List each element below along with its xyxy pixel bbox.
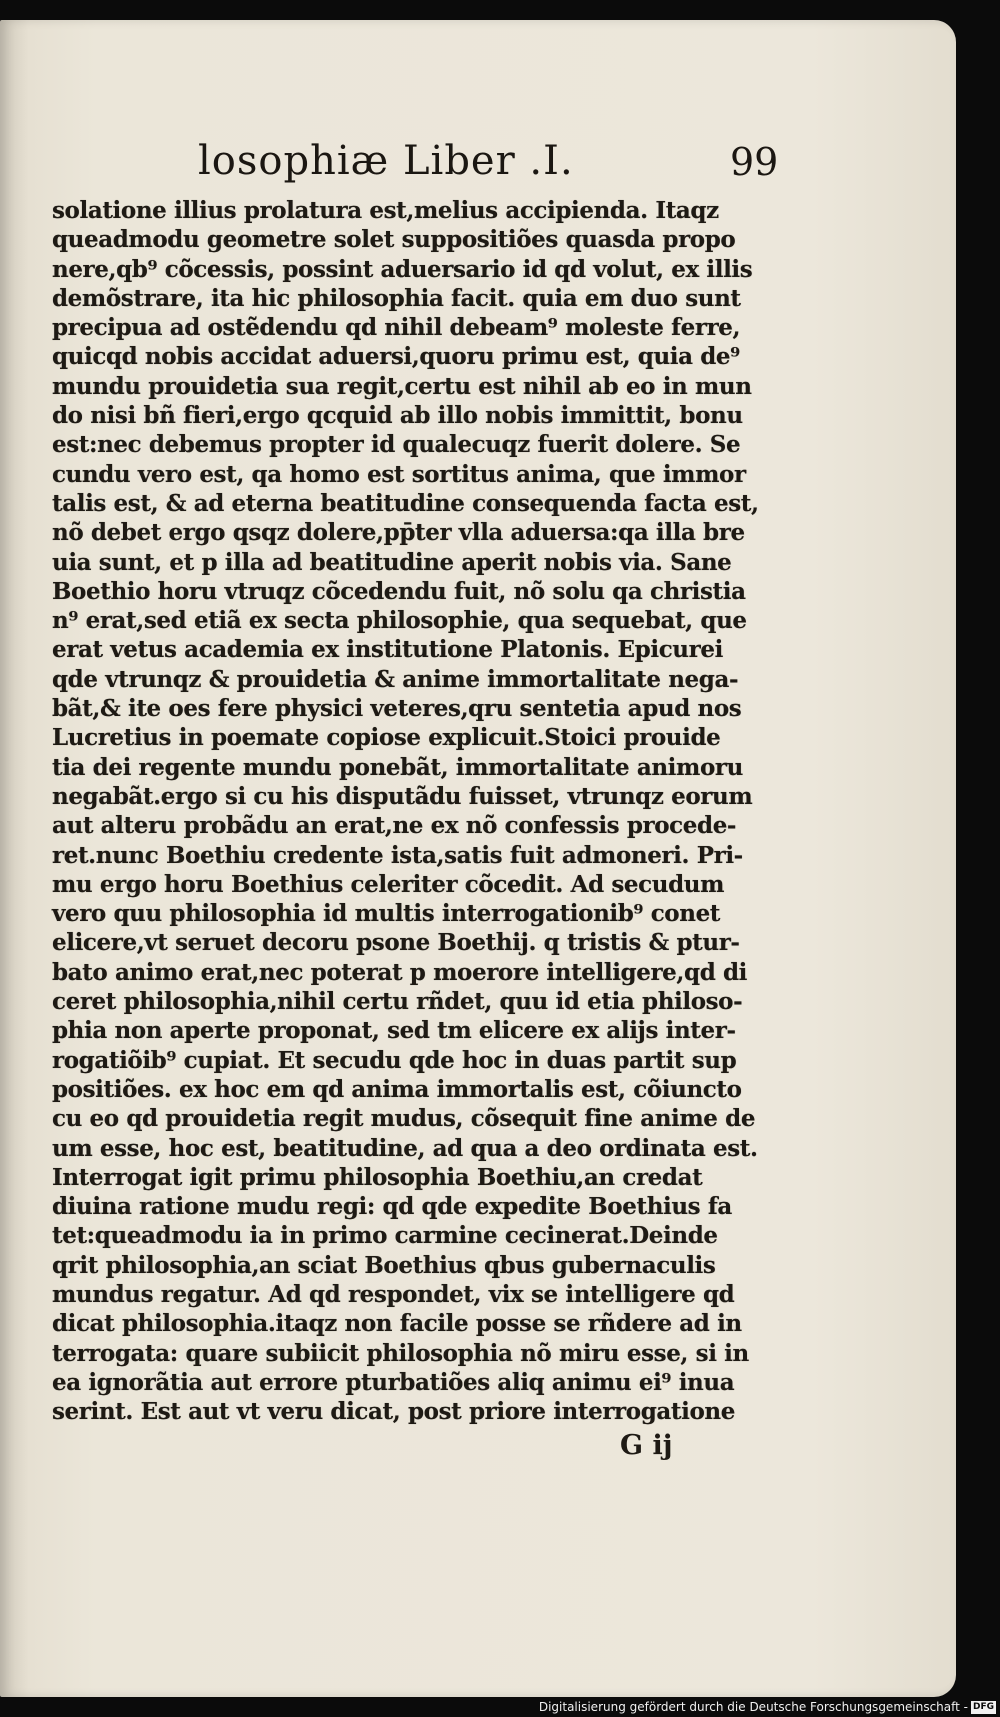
text-line: n⁹ erat,sed etiã ex secta philosophie, qua sequebat, que bbox=[52, 607, 747, 635]
text-line: negabãt.ergo si cu his disputãdu fuisset, vtrunqz eorum bbox=[52, 782, 753, 810]
text-line: talis est, & ad eterna beatitudine consequenda facta est, bbox=[52, 489, 759, 517]
text-line: ceret philosophia,nihil certu rñdet, quu id etia philoso- bbox=[52, 988, 743, 1016]
footer-bar bbox=[0, 1697, 1000, 1717]
text-line: qde vtrunqz & prouidetia & anime immortalitate nega- bbox=[52, 665, 739, 693]
text-line: queadmodu geometre solet suppositiões quasda propo bbox=[52, 226, 736, 254]
text-line: demõstrare, ita hic philosophia facit. quia em duo sunt bbox=[52, 284, 741, 312]
page-number: 99 bbox=[730, 140, 779, 184]
text-line: mundu prouidetia sua regit,certu est nihil ab eo in mun bbox=[52, 372, 752, 400]
text-line: tet:queadmodu ia in primo carmine cecinerat.Deinde bbox=[52, 1222, 718, 1250]
text-line: positiões. ex hoc em qd anima immortalis est, cõiuncto bbox=[52, 1075, 742, 1103]
text-line: mu ergo horu Boethius celeriter cõcedit. Ad secudum bbox=[52, 870, 725, 898]
text-line: quicqd nobis accidat aduersi,quoru primu est, quia de⁹ bbox=[52, 343, 740, 371]
text-line: diuina ratione mudu regi: qd qde expedite Boethius fa bbox=[52, 1193, 732, 1221]
text-line: qrit philosophia,an sciat Boethius qbus gubernaculis bbox=[52, 1251, 716, 1279]
text-line: phia non aperte proponat, sed tm elicere ex alijs inter- bbox=[52, 1017, 736, 1045]
page-header bbox=[0, 138, 956, 194]
text-line: uia sunt, et p illa ad beatitudine aperit nobis via. Sane bbox=[52, 548, 732, 576]
text-line: rogatiõib⁹ cupiat. Et secudu qde hoc in duas partit sup bbox=[52, 1046, 737, 1074]
text-line: ret.nunc Boethiu credente ista,satis fuit admoneri. Pri- bbox=[52, 841, 743, 869]
text-line: solatione illius prolatura est,melius accipienda. Itaqz bbox=[52, 197, 719, 224]
text-line: nere,qb⁹ cõcessis, possint aduersario id qd volut, ex illis bbox=[52, 255, 753, 283]
signature-mark: G ij bbox=[620, 1430, 673, 1461]
text-line: Lucretius in poemate copiose explicuit.Stoici prouide bbox=[52, 724, 721, 752]
dfg-logo: DFG bbox=[972, 1702, 994, 1712]
text-line: bãt,& ite oes fere physici veteres,qru sentetia apud nos bbox=[52, 695, 742, 723]
body-text bbox=[52, 196, 772, 1426]
text-line: mundus regatur. Ad qd respondet, vix se intelligere qd bbox=[52, 1280, 735, 1308]
text-line: serint. Est aut vt veru dicat, post priore interrogatione bbox=[52, 1398, 735, 1426]
text-line: ea ignorãtia aut errore pturbatiões aliq animu ei⁹ inua bbox=[52, 1368, 735, 1396]
text-line: vero quu philosophia id multis interrogationib⁹ conet bbox=[52, 900, 721, 928]
digitization-credit: Digitalisierung gefördert durch die Deutsche Forschungsgemeinschaft - bbox=[538, 1700, 968, 1714]
text-line: precipua ad ostẽdendu qd nihil debeam⁹ moleste ferre, bbox=[52, 314, 741, 342]
text-line: do nisi bñ fieri,ergo qcquid ab illo nobis immittit, bonu bbox=[52, 402, 743, 430]
text-line: um esse, hoc est, beatitudine, ad qua a deo ordinata est. bbox=[52, 1134, 758, 1162]
book-page bbox=[0, 20, 956, 1697]
text-line: cu eo qd prouidetia regit mudus, cõsequit fine anime de bbox=[52, 1105, 756, 1133]
text-line: nõ debet ergo qsqz dolere,pp̄ter vlla aduersa:qa illa bre bbox=[52, 519, 745, 547]
text-line: Interrogat igit primu philosophia Boethiu,an credat bbox=[52, 1163, 703, 1191]
text-line: dicat philosophia.itaqz non facile posse se rñdere ad in bbox=[52, 1310, 742, 1338]
text-line: cundu vero est, qa homo est sortitus anima, que immor bbox=[52, 460, 746, 488]
text-line: est:nec debemus propter id qualecuqz fuerit dolere. Se bbox=[52, 431, 741, 459]
text-line: Boethio horu vtruqz cõcedendu fuit, nõ solu qa christia bbox=[52, 577, 746, 605]
running-head: losophiæ Liber .I. bbox=[198, 138, 574, 184]
text-line: aut alteru probãdu an erat,ne ex nõ confessis procede- bbox=[52, 812, 737, 840]
text-line: terrogata: quare subiicit philosophia nõ miru esse, si in bbox=[52, 1339, 749, 1367]
text-line: tia dei regente mundu ponebãt, immortalitate animoru bbox=[52, 753, 743, 781]
text-line: erat vetus academia ex institutione Platonis. Epicurei bbox=[52, 636, 723, 664]
text-line: bato animo erat,nec poterat p moerore intelligere,qd di bbox=[52, 958, 747, 986]
text-line: elicere,vt seruet decoru psone Boethij. q tristis & ptur- bbox=[52, 929, 740, 957]
